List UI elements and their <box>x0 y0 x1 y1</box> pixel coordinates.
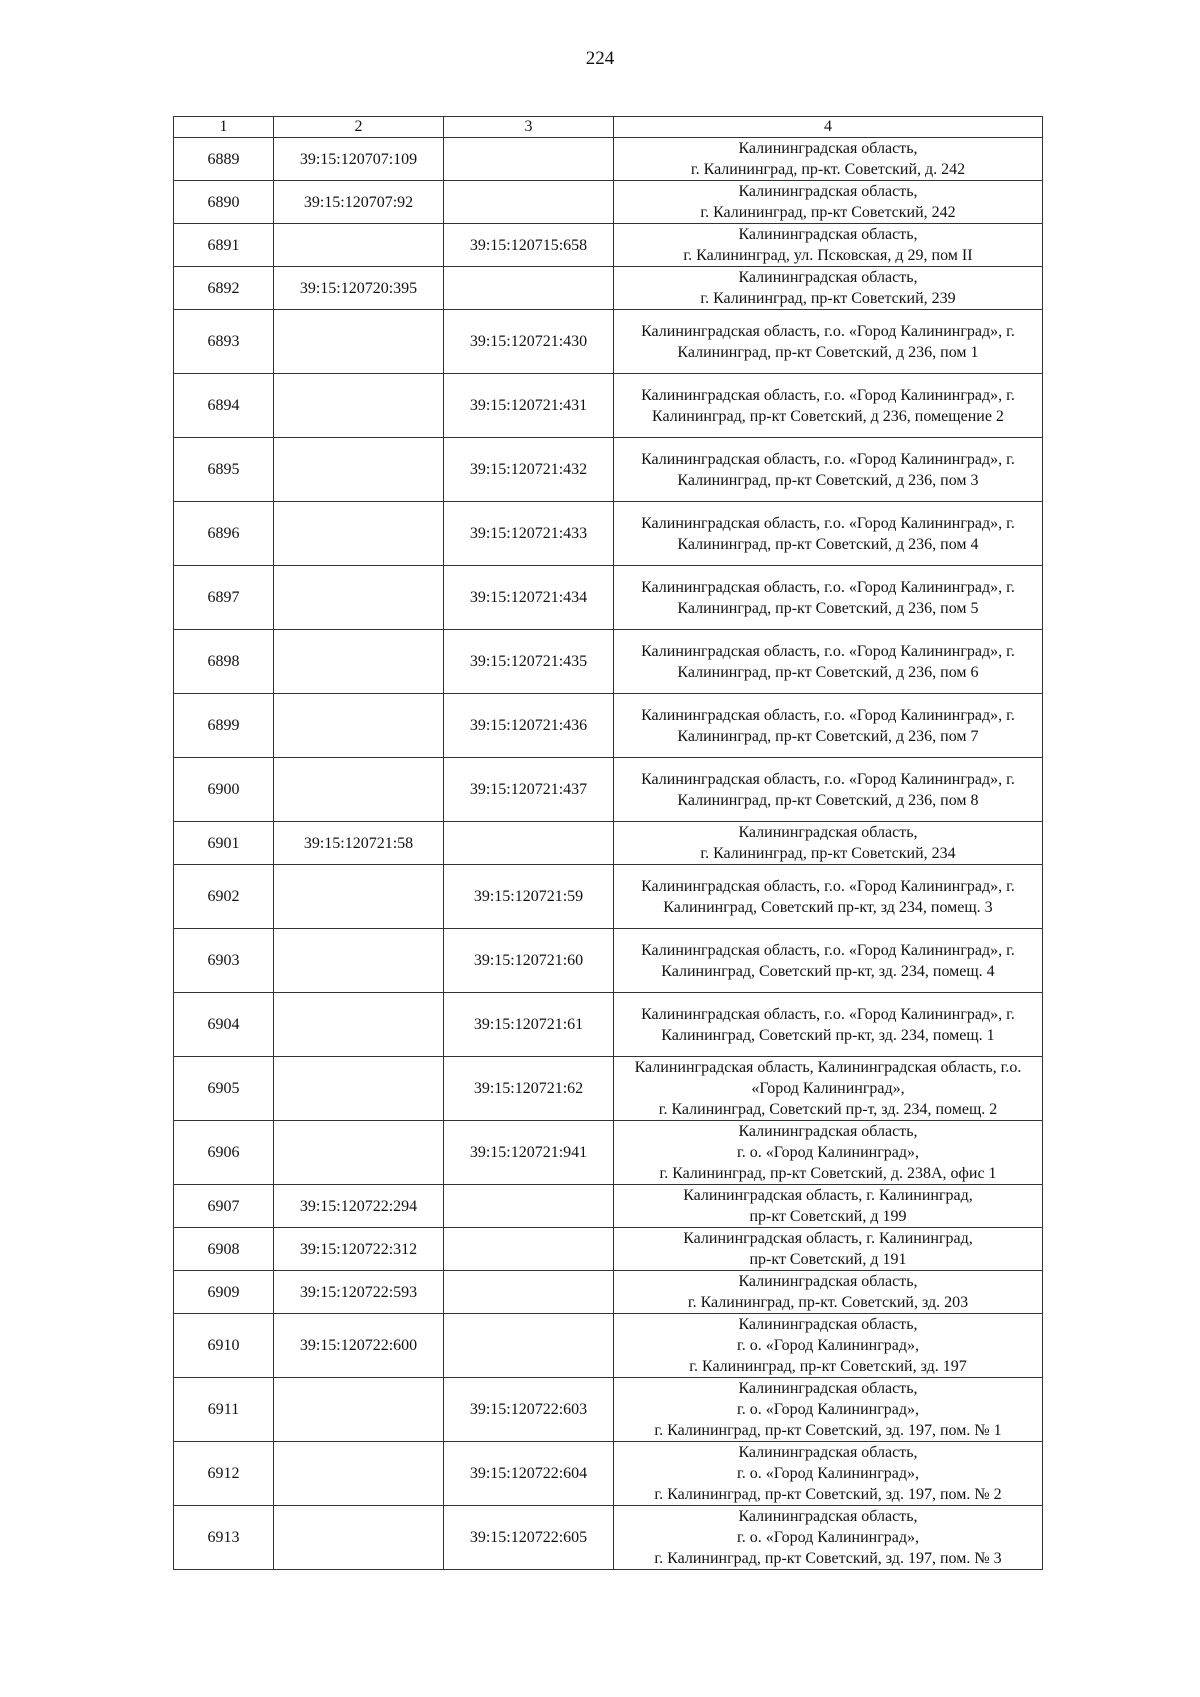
address-cell: Калининградская область, г.о. «Город Калининград», г. Калининград, пр-кт Советский, д 236, пом 6 <box>614 630 1043 694</box>
object-number-cell: 39:15:120721:433 <box>444 502 614 566</box>
cadastral-number-cell: 39:15:120707:109 <box>274 138 444 181</box>
table-row <box>174 630 1043 694</box>
table-row <box>174 1185 1043 1228</box>
object-number-cell: 39:15:120715:658 <box>444 224 614 267</box>
address-cell: Калининградская область, г. о. «Город Калининград», г. Калининград, пр-кт Советский, д. 238А, офис 1 <box>614 1121 1043 1185</box>
table-row <box>174 822 1043 865</box>
address-cell: Калининградская область, г. Калининград, пр-кт Советский, 234 <box>614 822 1043 865</box>
table-row <box>174 1228 1043 1271</box>
column-header: 2 <box>274 117 444 138</box>
address-cell: Калининградская область, г. Калининград, пр-кт Советский, 242 <box>614 181 1043 224</box>
object-number-cell <box>444 1314 614 1378</box>
row-number-cell: 6896 <box>174 502 274 566</box>
row-number-cell: 6891 <box>174 224 274 267</box>
cadastral-number-cell: 39:15:120722:593 <box>274 1271 444 1314</box>
object-number-cell <box>444 1185 614 1228</box>
cadastral-number-cell: 39:15:120721:58 <box>274 822 444 865</box>
cadastral-number-cell: 39:15:120722:600 <box>274 1314 444 1378</box>
row-number-cell: 6903 <box>174 929 274 993</box>
table-row <box>174 1378 1043 1442</box>
row-number-cell: 6895 <box>174 438 274 502</box>
table-row <box>174 993 1043 1057</box>
table-row <box>174 1057 1043 1121</box>
table-row <box>174 865 1043 929</box>
row-number-cell: 6907 <box>174 1185 274 1228</box>
object-number-cell: 39:15:120721:430 <box>444 310 614 374</box>
table-row <box>174 758 1043 822</box>
cadastral-number-cell <box>274 1378 444 1442</box>
address-cell: Калининградская область, г.о. «Город Калининград», г. Калининград, пр-кт Советский, д 236, пом 8 <box>614 758 1043 822</box>
address-cell: Калининградская область, г. Калининград, пр-кт Советский, д 199 <box>614 1185 1043 1228</box>
object-number-cell: 39:15:120721:431 <box>444 374 614 438</box>
cadastral-number-cell <box>274 630 444 694</box>
address-cell: Калининградская область, г. о. «Город Калининград», г. Калининград, пр-кт Советский, зд. 197, пом. № 3 <box>614 1506 1043 1570</box>
row-number-cell: 6906 <box>174 1121 274 1185</box>
cadastral-number-cell <box>274 929 444 993</box>
row-number-cell: 6897 <box>174 566 274 630</box>
table-row <box>174 1314 1043 1378</box>
table-row <box>174 1442 1043 1506</box>
table-row <box>174 310 1043 374</box>
row-number-cell: 6911 <box>174 1378 274 1442</box>
cadastral-number-cell: 39:15:120722:294 <box>274 1185 444 1228</box>
row-number-cell: 6890 <box>174 181 274 224</box>
row-number-cell: 6913 <box>174 1506 274 1570</box>
address-cell: Калининградская область, г. Калининград, пр-кт Советский, 239 <box>614 267 1043 310</box>
address-cell: Калининградская область, г. о. «Город Калининград», г. Калининград, пр-кт Советский, зд. 197 <box>614 1314 1043 1378</box>
object-number-cell: 39:15:120721:59 <box>444 865 614 929</box>
table-row <box>174 181 1043 224</box>
header-row <box>174 117 1043 138</box>
row-number-cell: 6898 <box>174 630 274 694</box>
cadastral-number-cell <box>274 993 444 1057</box>
address-cell: Калининградская область, г. Калининград, пр-кт Советский, д 191 <box>614 1228 1043 1271</box>
object-number-cell <box>444 822 614 865</box>
object-number-cell: 39:15:120722:605 <box>444 1506 614 1570</box>
object-number-cell <box>444 138 614 181</box>
object-number-cell: 39:15:120721:435 <box>444 630 614 694</box>
row-number-cell: 6894 <box>174 374 274 438</box>
row-number-cell: 6912 <box>174 1442 274 1506</box>
object-number-cell <box>444 1228 614 1271</box>
cadastral-number-cell <box>274 374 444 438</box>
cadastral-number-cell <box>274 1442 444 1506</box>
address-cell: Калининградская область, г.о. «Город Калининград», г. Калининград, пр-кт Советский, д 236, пом 4 <box>614 502 1043 566</box>
object-number-cell: 39:15:120722:603 <box>444 1378 614 1442</box>
address-cell: Калининградская область, Калининградская область, г.о. «Город Калининград», г. Калининград, Советский пр-т, зд. 234, помещ. 2 <box>614 1057 1043 1121</box>
cadastral-number-cell <box>274 310 444 374</box>
address-cell: Калининградская область, г. Калининград, ул. Псковская, д 29, пом II <box>614 224 1043 267</box>
row-number-cell: 6901 <box>174 822 274 865</box>
cadastral-number-cell <box>274 502 444 566</box>
address-cell: Калининградская область, г.о. «Город Калининград», г. Калининград, Советский пр-кт, зд. 234, помещ. 4 <box>614 929 1043 993</box>
row-number-cell: 6889 <box>174 138 274 181</box>
table-row <box>174 138 1043 181</box>
address-cell: Калининградская область, г. о. «Город Калининград», г. Калининград, пр-кт Советский, зд. 197, пом. № 2 <box>614 1442 1043 1506</box>
column-header: 1 <box>174 117 274 138</box>
row-number-cell: 6892 <box>174 267 274 310</box>
table-row <box>174 1271 1043 1314</box>
address-cell: Калининградская область, г. о. «Город Калининград», г. Калининград, пр-кт Советский, зд. 197, пом. № 1 <box>614 1378 1043 1442</box>
object-number-cell: 39:15:120721:61 <box>444 993 614 1057</box>
table-row <box>174 374 1043 438</box>
object-number-cell: 39:15:120721:434 <box>444 566 614 630</box>
address-cell: Калининградская область, г. Калининград, пр-кт. Советский, зд. 203 <box>614 1271 1043 1314</box>
object-number-cell: 39:15:120721:432 <box>444 438 614 502</box>
object-number-cell: 39:15:120721:437 <box>444 758 614 822</box>
table-row <box>174 929 1043 993</box>
column-header: 4 <box>614 117 1043 138</box>
address-cell: Калининградская область, г.о. «Город Калининград», г. Калининград, пр-кт Советский, д 236, пом 3 <box>614 438 1043 502</box>
address-cell: Калининградская область, г.о. «Город Калининград», г. Калининград, пр-кт Советский, д 236, пом 7 <box>614 694 1043 758</box>
cadastral-number-cell <box>274 1057 444 1121</box>
object-number-cell: 39:15:120721:60 <box>444 929 614 993</box>
address-cell: Калининградская область, г.о. «Город Калининград», г. Калининград, пр-кт Советский, д 236, пом 1 <box>614 310 1043 374</box>
address-cell: Калининградская область, г.о. «Город Калининград», г. Калининград, Советский пр-кт, зд 234, помещ. 3 <box>614 865 1043 929</box>
table-body <box>174 138 1043 1570</box>
cadastral-number-cell <box>274 1506 444 1570</box>
table-row <box>174 1121 1043 1185</box>
address-cell: Калининградская область, г.о. «Город Калининград», г. Калининград, пр-кт Советский, д 236, пом 5 <box>614 566 1043 630</box>
object-number-cell: 39:15:120721:62 <box>444 1057 614 1121</box>
row-number-cell: 6904 <box>174 993 274 1057</box>
cadastral-number-cell <box>274 694 444 758</box>
table-row <box>174 502 1043 566</box>
row-number-cell: 6900 <box>174 758 274 822</box>
cadastral-number-cell: 39:15:120722:312 <box>274 1228 444 1271</box>
column-header: 3 <box>444 117 614 138</box>
cadastral-number-cell <box>274 1121 444 1185</box>
row-number-cell: 6909 <box>174 1271 274 1314</box>
row-number-cell: 6910 <box>174 1314 274 1378</box>
table-row <box>174 438 1043 502</box>
registry-table <box>173 116 1043 1570</box>
address-cell: Калининградская область, г.о. «Город Калининград», г. Калининград, Советский пр-кт, зд. 234, помещ. 1 <box>614 993 1043 1057</box>
cadastral-number-cell: 39:15:120707:92 <box>274 181 444 224</box>
row-number-cell: 6899 <box>174 694 274 758</box>
object-number-cell: 39:15:120722:604 <box>444 1442 614 1506</box>
row-number-cell: 6908 <box>174 1228 274 1271</box>
object-number-cell <box>444 181 614 224</box>
object-number-cell: 39:15:120721:941 <box>444 1121 614 1185</box>
row-number-cell: 6902 <box>174 865 274 929</box>
table-row <box>174 224 1043 267</box>
object-number-cell: 39:15:120721:436 <box>444 694 614 758</box>
object-number-cell <box>444 267 614 310</box>
table-row <box>174 267 1043 310</box>
row-number-cell: 6905 <box>174 1057 274 1121</box>
cadastral-number-cell: 39:15:120720:395 <box>274 267 444 310</box>
table-row <box>174 1506 1043 1570</box>
table-row <box>174 566 1043 630</box>
address-cell: Калининградская область, г. Калининград, пр-кт. Советский, д. 242 <box>614 138 1043 181</box>
cadastral-number-cell <box>274 224 444 267</box>
table-row <box>174 694 1043 758</box>
address-cell: Калининградская область, г.о. «Город Калининград», г. Калининград, пр-кт Советский, д 236, помещение 2 <box>614 374 1043 438</box>
cadastral-number-cell <box>274 865 444 929</box>
cadastral-number-cell <box>274 566 444 630</box>
page-number: 224 <box>585 48 615 69</box>
row-number-cell: 6893 <box>174 310 274 374</box>
cadastral-number-cell <box>274 758 444 822</box>
object-number-cell <box>444 1271 614 1314</box>
cadastral-number-cell <box>274 438 444 502</box>
